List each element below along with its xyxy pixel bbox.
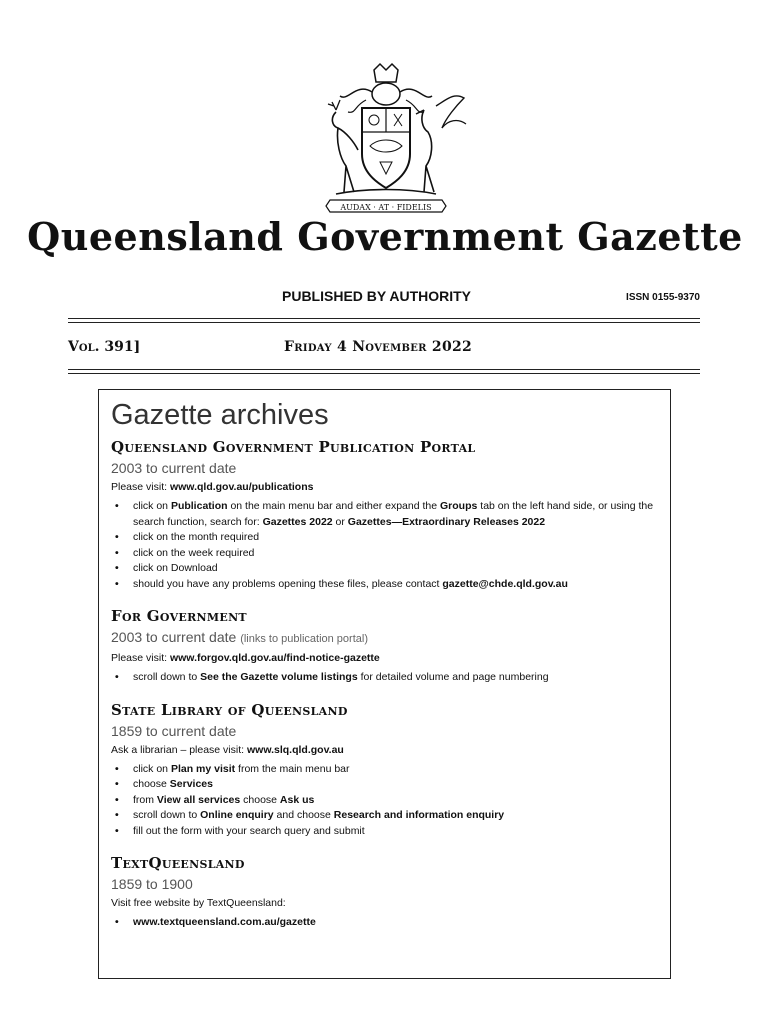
forgov-url-link[interactable]: www.forgov.qld.gov.au/find-notice-gazette (169, 652, 380, 664)
textqld-heading: TextQueensland (111, 854, 245, 872)
textqld-visit: Visit free website by TextQueensland: (111, 897, 286, 909)
list-item: • scroll down to See the Gazette volume listings for detailed volume and page numbering (133, 670, 663, 686)
divider-bottom-2 (68, 373, 700, 374)
forgov-section (111, 607, 663, 686)
list-item: • click on Publication on the main menu bar and either expand the Groups tab on the left hand side, or using the search function, search for: Gazettes 2022 or Gazettes—Extraordinary Releases 2022 (133, 499, 663, 530)
list-item: • should you have any problems opening these files, please contact gazette@chde.qld.gov.au (133, 577, 663, 593)
list-item: • fill out the form with your search query and submit (133, 824, 663, 840)
issn-number: ISSN 0155-9370 (626, 292, 700, 303)
portal-visit-prefix: Please visit: (111, 481, 170, 493)
slq-instructions (111, 762, 663, 840)
textqld-instructions (111, 915, 663, 931)
slq-section (111, 701, 663, 840)
crest-motto: AUDAX · AT · FIDELIS (340, 203, 432, 212)
gazette-masthead: Queensland Government Gazette (27, 214, 743, 259)
portal-visit (111, 480, 663, 494)
portal-url-link[interactable]: www.qld.gov.au/publications (169, 481, 314, 493)
divider-top-1 (68, 318, 700, 319)
list-item: • scroll down to Online enquiry and choose Research and information enquiry (133, 808, 663, 824)
portal-instructions (111, 499, 663, 592)
forgov-range-note: (links to publication portal) (240, 633, 368, 645)
textqld-range: 1859 to 1900 (111, 876, 193, 892)
forgov-range: 2003 to current date (links to publication portal) (111, 629, 368, 645)
textqld-url-link[interactable]: www.textqueensland.com.au/gazette (133, 916, 316, 928)
divider-top-2 (68, 322, 700, 323)
queensland-coat-of-arms-icon (296, 62, 476, 217)
portal-heading: Queensland Government Publication Portal (111, 438, 476, 456)
forgov-instructions (111, 670, 663, 686)
list-item: • click on Plan my visit from the main menu bar (133, 762, 663, 778)
list-item: • click on the month required (133, 530, 663, 546)
portal-range: 2003 to current date (111, 460, 237, 476)
gazette-email-link[interactable]: gazette@chde.qld.gov.au (442, 577, 568, 590)
volume-number: Vol. 391] (68, 339, 141, 355)
list-item: • click on the week required (133, 546, 663, 562)
textqld-section (111, 854, 663, 931)
list-item (133, 915, 663, 931)
archives-title: Gazette archives (111, 399, 329, 431)
slq-range: 1859 to current date (111, 722, 237, 739)
forgov-heading: For Government (111, 607, 247, 625)
gazette-archives-box (98, 389, 671, 979)
list-item: • choose Services (133, 777, 663, 793)
published-by-authority: PUBLISHED BY AUTHORITY (282, 288, 472, 304)
issue-date: Friday 4 November 2022 (284, 339, 473, 355)
slq-url-link[interactable]: www.slq.qld.gov.au (246, 743, 344, 756)
forgov-visit: Please visit: www.forgov.qld.gov.au/find-notice-gazette (111, 652, 380, 664)
divider-bottom-1 (68, 369, 700, 370)
list-item: • from View all services choose Ask us (133, 793, 663, 809)
list-item: • click on Download (133, 561, 663, 577)
portal-section (111, 438, 663, 592)
slq-visit: Ask a librarian – please visit: www.slq.qld.gov.au (111, 743, 344, 756)
slq-heading: State Library of Queensland (111, 700, 348, 719)
